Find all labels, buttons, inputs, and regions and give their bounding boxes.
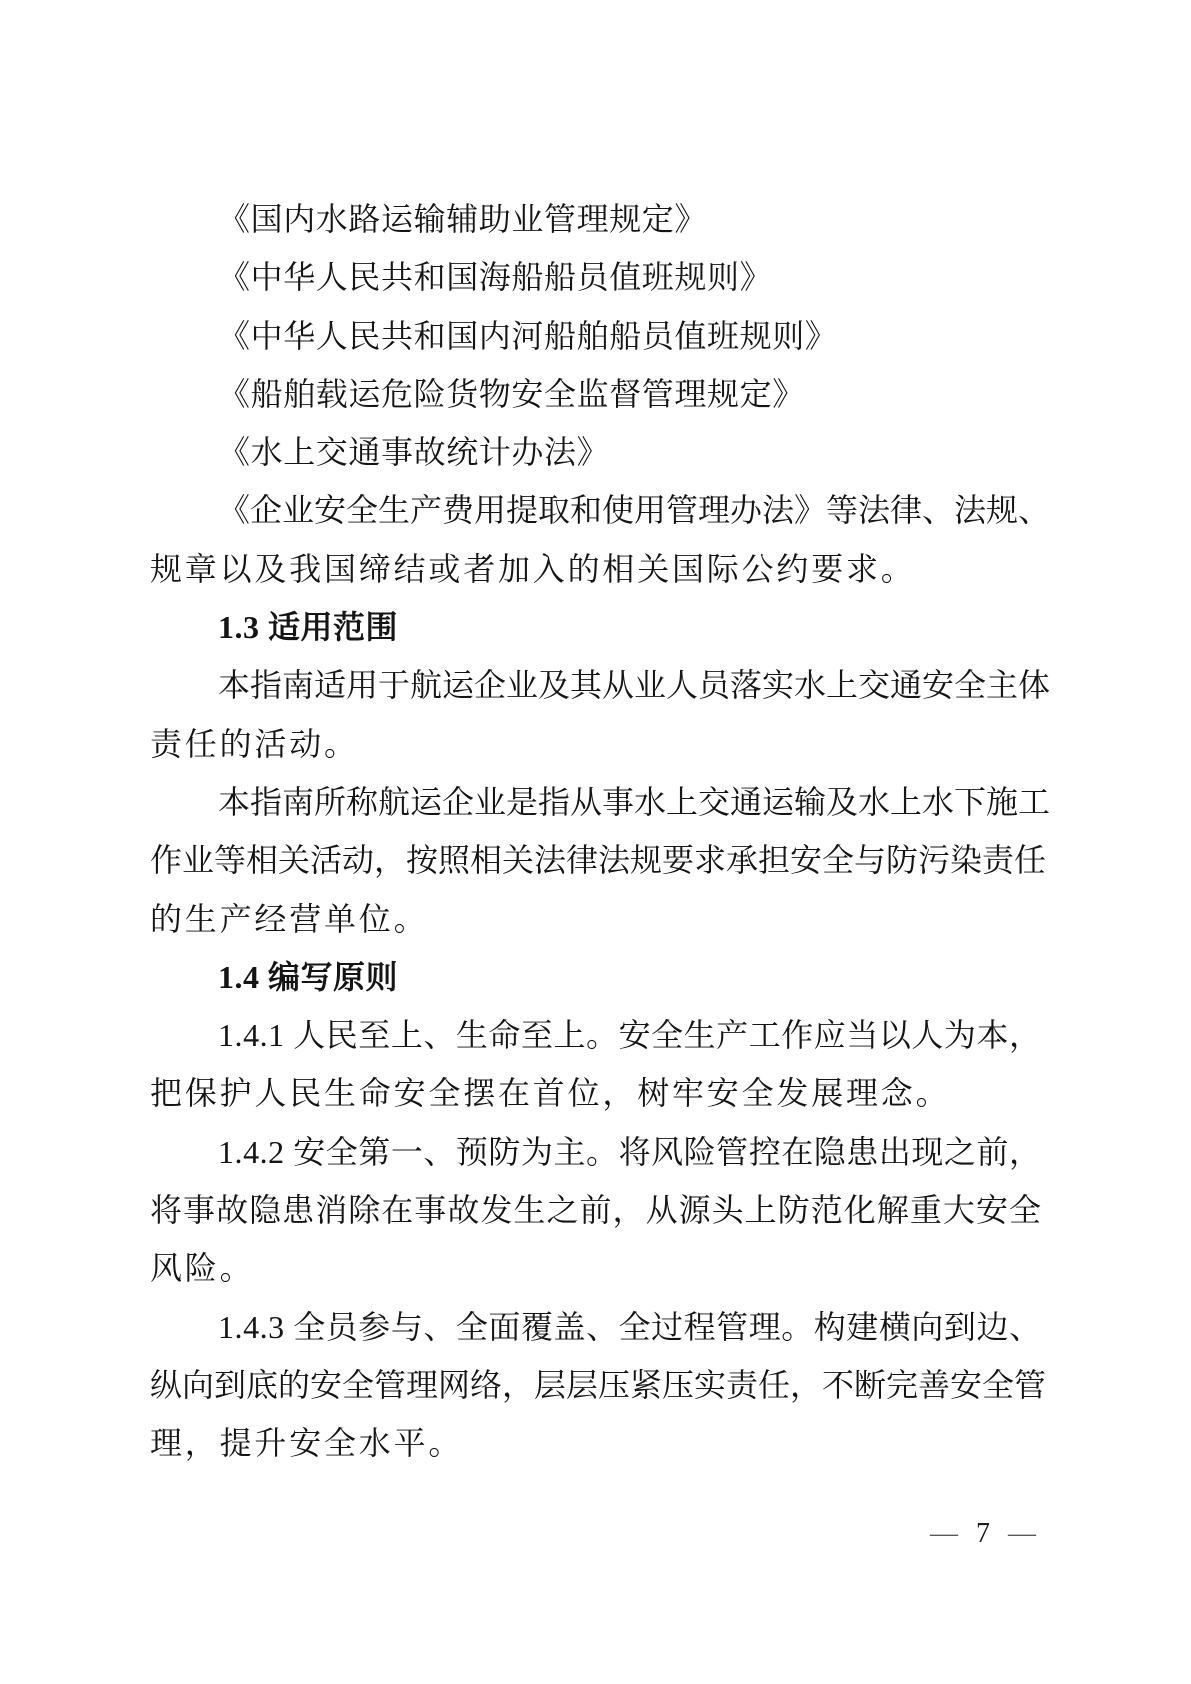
- footer-dash-right: —: [1008, 1518, 1036, 1549]
- paragraph-line: 风险。: [150, 1250, 255, 1287]
- paragraph-line: 纵向到底的安全管理网络，层层压紧压实责任，不断完善安全管: [150, 1366, 1047, 1403]
- page-number: 7: [976, 1518, 990, 1549]
- paragraph-line: 本指南适用于航运企业及其从业人员落实水上交通安全主体: [218, 667, 1051, 704]
- paragraph-line: 把保护人民生命安全摆在首位，树牢安全发展理念。: [150, 1075, 951, 1112]
- paragraph-line: 1.4.3 全员参与、全面覆盖、全过程管理。构建横向到边、: [218, 1308, 1042, 1345]
- paragraph-line: 1.4.1 人民至上、生命至上。安全生产工作应当以人为本，: [218, 1017, 1042, 1054]
- paragraph-line: 将事故隐患消除在事故发生之前，从源头上防范化解重大安全: [150, 1192, 1043, 1229]
- section-heading: 1.4 编写原则: [218, 958, 399, 995]
- footer-dash-left: —: [930, 1518, 958, 1549]
- section-heading: 1.3 适用范围: [218, 609, 399, 646]
- paragraph-line: 理，提升安全水平。: [150, 1425, 464, 1462]
- paragraph-line: 1.4.2 安全第一、预防为主。将风险管控在隐患出现之前，: [218, 1133, 1042, 1170]
- regulation-title-line: 《中华人民共和国海船船员值班规则》: [218, 259, 773, 296]
- regulation-title-line: 《国内水路运输辅助业管理规定》: [218, 201, 708, 237]
- paragraph-line: 本指南所称航运企业是指从事水上交通运输及水上水下施工: [218, 783, 1051, 820]
- paragraph-line: 责任的活动。: [150, 725, 359, 762]
- paragraph-line: 的生产经营单位。: [150, 900, 429, 937]
- regulation-title-line: 《船舶载运危险货物安全监督管理规定》: [218, 375, 805, 412]
- paragraph-line: 规章以及我国缔结或者加入的相关国际公约要求。: [150, 550, 916, 587]
- paragraph-line: 作业等相关活动，按照相关法律法规要求承担安全与防污染责任: [150, 842, 1047, 879]
- page-footer: [0, 1514, 1191, 1554]
- regulation-title-line: 《中华人民共和国内河船舶船员值班规则》: [218, 317, 838, 354]
- regulation-title-line: 《水上交通事故统计办法》: [218, 434, 610, 471]
- paragraph-line: 《企业安全生产费用提取和使用管理办法》等法律、法规、: [218, 492, 1051, 529]
